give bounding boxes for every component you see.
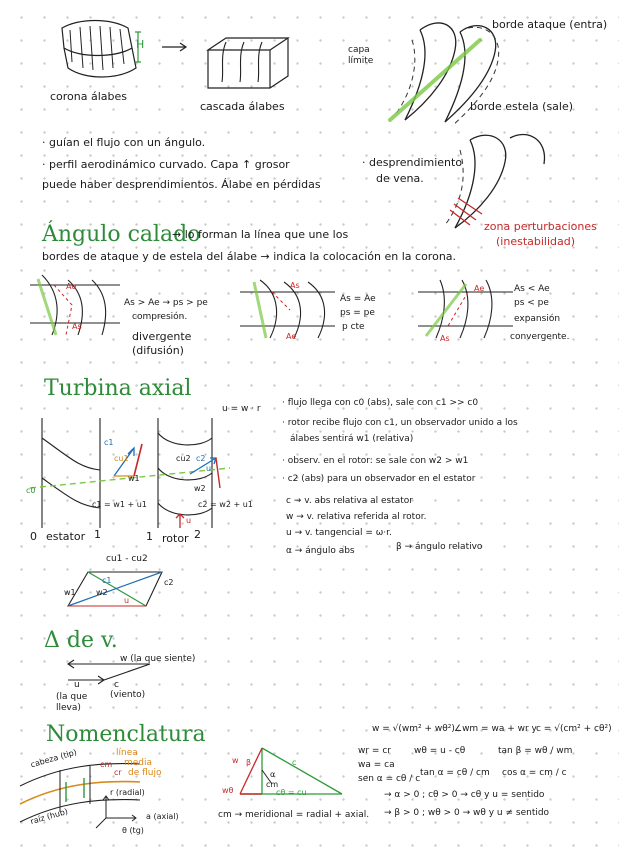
c2-label: c2 xyxy=(196,454,206,463)
u-label: u xyxy=(206,464,212,473)
as-label-3: As xyxy=(440,334,450,343)
angulo-calado-title: Ángulo calado xyxy=(42,222,201,247)
turbina-def-2: w → v. relativa referida al rotor. xyxy=(286,512,427,522)
station-0: 0 xyxy=(30,530,37,543)
turbina-def-5: β → ángulo relativo xyxy=(396,542,483,552)
turbina-axial-title: Turbina axial xyxy=(44,376,192,401)
tri-c-label: c xyxy=(292,758,297,767)
u-formula: u = w · r xyxy=(222,404,261,414)
borde-ataque-label: borde ataque (entra) xyxy=(492,18,608,31)
d2-b: ps = pe xyxy=(340,308,375,318)
formula-tanbeta: tan β = wθ / wm xyxy=(498,746,573,756)
station-2: 2 xyxy=(194,528,201,541)
station-1: 1 xyxy=(94,528,101,541)
rotor-label: rotor xyxy=(162,532,189,545)
borde-estela-label: borde estela (sale) xyxy=(470,100,574,113)
zona-text-1: zona perturbaciones xyxy=(484,220,597,233)
turbina-def-4: α → ángulo abs xyxy=(286,546,355,556)
tri-beta-label: β xyxy=(246,758,252,767)
turbina-bullet-1: · flujo llega con c0 (abs), sale con c1 >> c0 xyxy=(282,398,479,408)
delta-w-label: w (la que siente) xyxy=(120,654,196,664)
as-label-2: As xyxy=(290,281,300,290)
tri-alpha-label: α xyxy=(270,770,276,779)
turbina-def-1: c → v. abs relativa al estator xyxy=(286,496,414,506)
d1-divergente: divergente xyxy=(132,330,192,343)
formula-cosalpha: cos α = cm / c xyxy=(502,768,567,778)
cascada-label: cascada álabes xyxy=(200,100,285,113)
w2-label: w2 xyxy=(194,484,206,493)
c1-label: c1 xyxy=(104,438,114,447)
delta-c-label: c xyxy=(114,680,119,690)
cr-label: cr xyxy=(114,768,122,777)
formula-wm: ∠wm = wa + wr y xyxy=(454,724,537,734)
tri-w-label: w xyxy=(232,756,239,765)
capa-limite-label: capa límite xyxy=(348,45,374,66)
tri-c2-label: c2 xyxy=(164,578,174,587)
d2-a: As = Ae xyxy=(340,294,376,304)
eq1-label: c1 = w1 + u1 xyxy=(92,500,147,509)
d1-relation: As > Ae → ps > pe xyxy=(124,298,208,308)
angulo-line-2: bordes de ataque y de estela del álabe → indica la colocación en la corona. xyxy=(42,250,457,263)
tri-u-label: u xyxy=(124,596,130,605)
eq2-label: c2 = w2 + u1 xyxy=(198,500,253,509)
tri-w2-label: w2 xyxy=(96,588,108,597)
delta-u-desc: (la que lleva) xyxy=(56,692,88,713)
formula-w: w = √(wm² + wθ²) xyxy=(372,724,455,734)
perfil-text-1: · perfil aerodinámico curvado. Capa ↑ grosor xyxy=(42,158,290,171)
delta-title: Δ de v. xyxy=(44,628,118,653)
turbina-bullet-5: · c2 (abs) para un observador en el estator xyxy=(282,474,476,484)
velocity-triangle-drawing xyxy=(66,566,176,616)
c0-label: c0 xyxy=(26,486,36,495)
cu2-label: cu2 xyxy=(176,454,191,463)
a-axial-label: a (axial) xyxy=(146,812,179,821)
d3-a: As < Ae xyxy=(514,284,550,294)
zona-text-2: (inestabilidad) xyxy=(496,235,576,248)
tri-wu-label: wθ xyxy=(222,786,234,795)
height-label: H xyxy=(136,38,145,51)
linea-label: línea xyxy=(116,748,138,758)
d3-d: convergente. xyxy=(510,332,570,342)
nomenclatura-title: Nomenclatura xyxy=(46,722,206,747)
corona-alabes-drawing xyxy=(40,18,150,88)
perfil-text-2: puede haber desprendimientos. Álabe en pérdidas xyxy=(42,178,321,191)
turbina-bullet-2: · rotor recibe flujo con c1, un observador unido a los xyxy=(282,418,518,428)
cm-meridional-text: cm → meridional = radial + axial. xyxy=(218,810,370,820)
rotor-u-label: u xyxy=(186,516,192,525)
angulo-line-1: → lo forman la línea que une los xyxy=(172,228,349,241)
arrow-right-icon xyxy=(160,40,190,54)
station-1b: 1 xyxy=(146,530,153,543)
turbina-def-3: u → v. tangencial = ω·r. xyxy=(286,528,392,538)
formula-tanalpha: tan α = cθ / cm xyxy=(420,768,490,778)
media-label: media xyxy=(124,758,153,768)
guian-text: · guían el flujo con un ángulo. xyxy=(42,136,206,149)
formula-c: c = √(cm² + cθ²) xyxy=(536,724,612,734)
cm-label: cm xyxy=(100,760,113,769)
rule-1: → α > 0 ; cθ > 0 → cθ y u = sentido xyxy=(384,790,545,800)
ae-label-3: Ae xyxy=(474,284,485,293)
convergente-diagram xyxy=(418,280,513,345)
d3-c: expansión xyxy=(514,314,561,324)
d1-difusion: (difusión) xyxy=(132,344,184,357)
formula-wr: wr = cr xyxy=(358,746,391,756)
tri-cm-label: cm xyxy=(266,780,279,789)
cabeza-label: cabeza (tip) xyxy=(29,747,78,770)
delta-c-desc: (viento) xyxy=(110,690,146,700)
formula-senalpha: sen α = cθ / c xyxy=(358,774,421,784)
flujo-label: de flujo xyxy=(128,768,162,778)
estator-label: estator xyxy=(46,530,86,543)
turbina-bullet-3: álabes sentirá w1 (relativa) xyxy=(290,434,414,444)
d2-c: p cte xyxy=(342,322,365,332)
corona-label: corona álabes xyxy=(50,90,128,103)
theta-label: θ (tg) xyxy=(122,826,144,835)
formula-wtheta: wθ = u - cθ xyxy=(414,746,466,756)
d1-compresion: compresión. xyxy=(132,312,188,322)
formula-wa: wa = ca xyxy=(358,760,395,770)
raiz-label: raíz (hub) xyxy=(29,806,69,827)
tri-ctheta-label: cθ = cu xyxy=(276,788,307,797)
cu1-label: cu1 xyxy=(114,454,129,463)
as-label-1: As xyxy=(72,322,82,331)
tri-w1-label: w1 xyxy=(64,588,76,597)
turbina-bullet-4: · observ. en el rotor: se sale con w2 > w1 xyxy=(282,456,469,466)
w1-label: w1 xyxy=(128,474,140,483)
desprendimiento-text-1: · desprendimiento xyxy=(362,156,463,169)
tri-top-label: cu1 - cu2 xyxy=(106,554,148,564)
delta-u-label: u xyxy=(74,680,80,690)
r-radial-label: r (radial) xyxy=(110,788,145,797)
ae-label-1: Ae xyxy=(66,282,77,291)
ae-label-2: Ae xyxy=(286,332,297,341)
d3-b: ps < pe xyxy=(514,298,549,308)
tri-c1-label: c1 xyxy=(102,576,112,585)
cascada-alabes-drawing xyxy=(200,30,295,96)
rule-2: → β > 0 ; wθ > 0 → wθ y u ≠ sentido xyxy=(384,808,550,818)
desprendimiento-text-2: de vena. xyxy=(376,172,424,185)
